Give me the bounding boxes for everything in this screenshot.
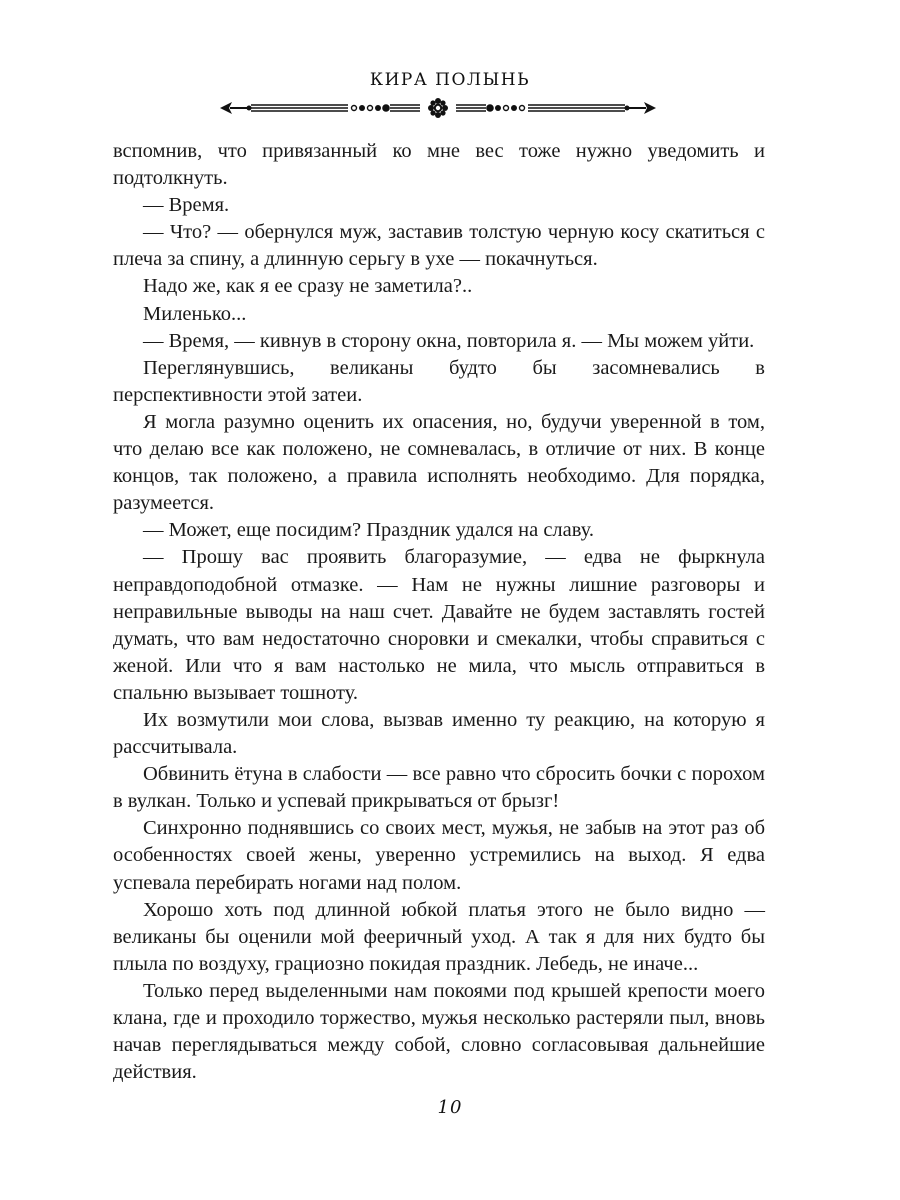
running-head: КИРА ПОЛЫНЬ — [369, 70, 531, 90]
paragraph: — Время. — [143, 194, 230, 217]
paragraph: — Время, — кивнув в сторону окна, повторила я. — Мы можем уйти. — [143, 329, 755, 352]
paragraph: — Прошу вас проявить благоразумие, — едва не фыркнула неправдоподобной отмазке. — Нам не нужны лишние разговоры и неправильные выводы на наш счет. Давайте не будем заставлять гостей думать, что вам недостаточно сноровки и смекалки, чтобы справиться с женой. Или что я вам настолько не мила, что мысль отправиться в спальню вызывает тошноту. — [113, 546, 765, 704]
paragraph: Синхронно поднявшись со своих мест, мужья, не забыв на этот раз об особенностях своей жены, уверенно устремились на выход. Я едва успевала перебирать ногами над полом. — [113, 817, 765, 894]
paragraph: Обвинить ётуна в слабости — все равно что сбросить бочки с порохом в вулкан. Только и успевай прикрываться от брызг! — [113, 763, 765, 813]
paragraph: Их возмутили мои слова, вызвав именно ту реакцию, на которую я рассчитывала. — [113, 708, 765, 759]
paragraph: — Что? — обернулся муж, заставив толстую черную косу скатиться с плеча за спину, а длинную серьгу в ухе — покачнуться. — [113, 221, 765, 271]
paragraph: Надо же, как я ее сразу не заметила?.. — [143, 275, 473, 298]
paragraph: Переглянувшись, великаны будто бы засомневались в перспективности этой затеи. — [113, 356, 765, 406]
page-number: 10 — [437, 1097, 463, 1118]
body-text — [113, 138, 765, 1086]
paragraph: Только перед выделенными нам покоями под крышей крепости моего клана, где и проходило торжество, мужья несколько растеряли пыл, вновь начав переглядываться между собой, словно согласовывая дальнейшие действия. — [113, 979, 765, 1084]
paragraph: — Может, еще посидим? Праздник удался на славу. — [143, 519, 595, 542]
decorative-rule-icon — [218, 97, 658, 119]
paragraph: Я могла разумно оценить их опасения, но, будучи уверенной в том, что делаю все как положено, не сомневалась, в отличие от них. В конце концов, так положено, а правила исполнять необходимо. Для порядка, разумеется. — [113, 410, 765, 515]
paragraph: Хорошо хоть под длинной юбкой платья этого не было видно — великаны бы оценили мой фееричный уход. А так я для них будто бы плыла по воздуху, грациозно покидая праздник. Лебедь, не иначе... — [113, 898, 765, 975]
paragraph: вспомнив, что привязанный ко мне вес тоже нужно уведомить и подтолкнуть. — [113, 140, 765, 190]
paragraph: Миленько... — [143, 302, 247, 325]
